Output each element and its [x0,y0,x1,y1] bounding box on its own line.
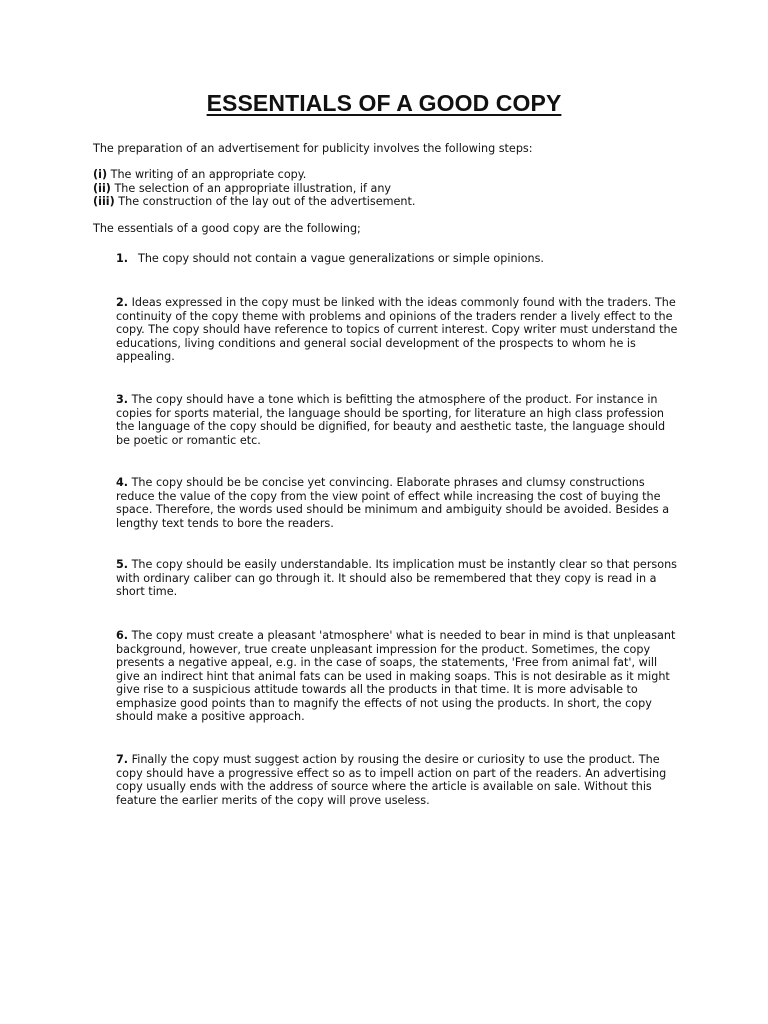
essential-point [116,629,682,724]
step-item [93,168,415,182]
lead-paragraph: The essentials of a good copy are the following; [93,222,361,235]
step-marker: (i) [93,168,108,181]
step-marker: (ii) [93,181,111,195]
document-title: ESSENTIALS OF A GOOD COPY [206,90,562,116]
point-text: The copy should not contain a vague generalizations or simple opinions. [138,252,544,265]
step-text: The selection of an appropriate illustration, if any [110,181,392,195]
point-text: Finally the copy must suggest action by rousing the desire or curiosity to use the product. The copy should have a progressive effect so as to impell action on part of the readers. An advertising copy usually ends with the address of source where the article is available on sale. Without this feature the earlier merits of the copy will prove useless. [116,753,667,807]
essential-point [116,558,682,599]
point-text: The copy must create a pleasant 'atmosphere' what is needed to bear in mind is that unpleasant background, however, true create unpleasant impression for the product. Sometimes, the copy presents a negative appeal, e.g. in the case of soaps, the statements, 'Free from animal fat', will give an indirect hint that animal fats can be used in making soaps. This is not desirable as it might give rise to a suspicious attitude towards all the products in that time. It is more advisable to emphasize good points than to magnify the effects of not using the products. In short, the copy should make a positive approach. [116,629,676,723]
essential-point [116,296,682,364]
steps-list [93,168,415,209]
point-number: 3. [116,393,129,406]
point-number: 5. [116,558,129,571]
essential-point [116,252,682,266]
step-marker: (iii) [93,195,115,208]
essential-point [116,393,682,447]
point-number: 2. [116,296,129,309]
essential-point [116,753,682,807]
step-item [93,182,415,196]
step-item [93,195,415,209]
point-text: The copy should be easily understandable. Its implication must be instantly clear so that persons with ordinary caliber can go through it. It should also be remembered that they copy is read in a short time. [116,558,678,598]
intro-paragraph: The preparation of an advertisement for publicity involves the following steps: [93,142,533,155]
step-text: The construction of the lay out of the advertisement. [114,195,416,208]
point-number: 7. [116,753,129,766]
essential-point [116,476,682,530]
point-number: 6. [116,629,129,642]
point-number: 4. [116,476,129,489]
point-number: 1. [116,252,129,265]
point-text: The copy should have a tone which is befitting the atmosphere of the product. For instance in copies for sports material, the language should be sporting, for literature an high class profession the language of the copy should be dignified, for beauty and aesthetic taste, the language should be poetic or romantic etc. [116,393,666,447]
step-text: The writing of an appropriate copy. [107,168,307,181]
point-text: The copy should be be concise yet convincing. Elaborate phrases and clumsy constructions reduce the value of the copy from the view point of effect while increasing the cost of buying the space. Therefore, the words used should be minimum and ambiguity should be avoided. Besides a lengthy text tends to bore the readers. [116,476,670,530]
point-text: Ideas expressed in the copy must be linked with the ideas commonly found with the traders. The continuity of the copy theme with problems and opinions of the traders render a lively effect to the copy. The copy should have reference to topics of current interest. Copy writer must understand the educations, living conditions and general social development of the prospects to whom he is appealing. [116,296,678,363]
